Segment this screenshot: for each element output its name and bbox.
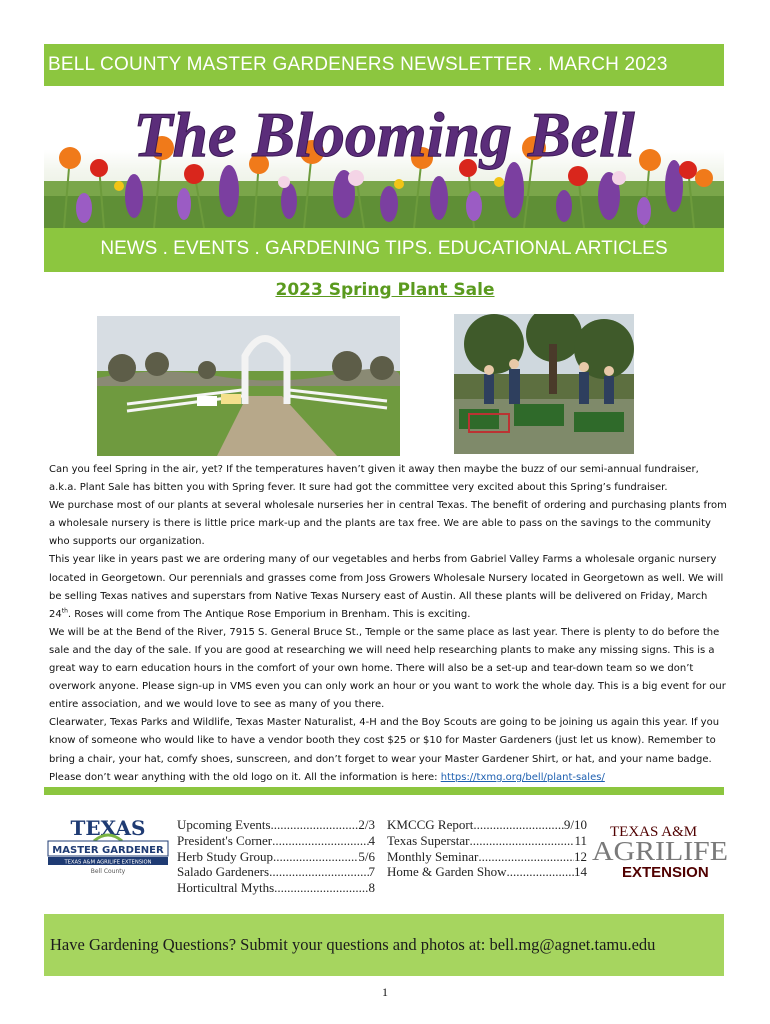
- article-paragraph-text: Clearwater, Texas Parks and Wildlife, Texas Master Naturalist, 4-H and the Boy Scouts are going to be joining us again this year. If you know of someone who would like to have a vendor booth they cost $25 or $10 for Master Gardeners (just let us know). Remember to bring a chair, your hat, comfy shoes, sunscreen, and don’t forget to wear your Master Gardener Shirt, or hat, and your name badge. Please don’t wear anything with the old logo on it. All the information is here:: [49, 717, 720, 783]
- toc-entry[interactable]: [177, 817, 375, 833]
- toc-entry-page: 9/10: [563, 817, 587, 832]
- toc-entry[interactable]: [387, 864, 587, 880]
- toc-entry[interactable]: [177, 833, 375, 849]
- article-paragraph: [49, 551, 729, 623]
- toc-entry-title: President's Corner: [177, 832, 273, 848]
- toc-entry-title: Upcoming Events: [177, 817, 271, 832]
- toc-entry-title: Salado Gardeners: [177, 864, 270, 880]
- plant-sales-link[interactable]: https://txmg.org/bell/plant-sales/: [440, 771, 605, 783]
- masthead-banner: [44, 86, 724, 228]
- article-title: 2023 Spring Plant Sale: [275, 280, 495, 300]
- masthead-flowers-image: [44, 86, 724, 228]
- toc-entry[interactable]: [387, 833, 587, 849]
- article-paragraph-tail: . Roses will come from The Antique Rose Emporium in Brenham. This is exciting.: [67, 608, 471, 620]
- table-of-contents-right: [387, 817, 587, 880]
- masthead-title: The Blooming Bell: [133, 99, 635, 170]
- newsletter-sub-band: [44, 228, 724, 272]
- article-paragraph-text: This year like in years past we are ordering many of our vegetables and herbs from Gabriel Valley Farms a wholesale organic nursery located in Georgetown. Our perennials and grasses come from Joss Growers Wholesale Nursery located in Georgetown as well. We will be selling Texas natives and superstars from Native Texas Nursery east of Austin. All these plants will be delivered on Friday, March 24: [49, 554, 724, 620]
- toc-entry-title: Herb Study Group: [177, 848, 274, 864]
- newsletter-tagline: NEWS . EVENTS . GARDENING TIPS. EDUCATIONAL ARTICLES: [100, 238, 668, 259]
- toc-entry-page: 12: [574, 848, 587, 864]
- date-ordinal: th: [61, 607, 68, 615]
- toc-entry-page: 2/3: [358, 817, 375, 832]
- tmg-logo-extension: TEXAS A&M AGRILIFE EXTENSION: [64, 859, 152, 866]
- toc-entry-title: Texas Superstar: [387, 832, 470, 848]
- toc-entry[interactable]: [177, 849, 375, 865]
- agrilife-logo-line2: AGRILIFE: [592, 836, 728, 866]
- toc-entry-title: Monthly Seminar: [387, 848, 479, 864]
- toc-entry-page: 7: [368, 864, 375, 880]
- gardening-questions-band: [44, 914, 724, 976]
- toc-entry-page: 14: [574, 864, 587, 880]
- newsletter-name: BELL COUNTY MASTER GARDENERS NEWSLETTER . MARCH 2023: [48, 54, 668, 75]
- article-paragraph: [49, 714, 729, 786]
- section-divider: [44, 787, 724, 795]
- table-of-contents-left: [177, 817, 375, 896]
- toc-entry[interactable]: [177, 864, 375, 880]
- agrilife-logo-line3: EXTENSION: [622, 864, 709, 880]
- texas-master-gardener-logo: [46, 815, 170, 875]
- article-paragraph: We purchase most of our plants at several wholesale nurseries her in central Texas. The benefit of ordering and purchasing plants from a wholesale nursery is there is little price mark-up and the plants are tax free. We are able to pass on the savings to the community who supports our organization.: [49, 500, 727, 548]
- tmg-logo-subtitle: MASTER GARDENER: [52, 845, 164, 856]
- toc-entry-page: 8: [368, 880, 375, 896]
- newsletter-top-band: [44, 44, 724, 86]
- plant-sale-crowd-photo: [454, 314, 634, 454]
- page-number: 1: [382, 985, 388, 999]
- toc-entry-page: 5/6: [358, 848, 375, 864]
- toc-entry[interactable]: [177, 880, 375, 896]
- toc-entry-page: 4: [368, 832, 375, 848]
- toc-entry[interactable]: [387, 849, 587, 865]
- article-paragraph: We will be at the Bend of the River, 7915 S. General Bruce St., Temple or the same place as last year. There is plenty to do before the sale and the day of the sale. If you are good at researching we will need help researching plants to make any missing signs. This is a great way to earn education hours in the comfort of your own home. There will also be a set-up and tear-down team so we don’t overwork anyone. Please sign-up in VMS even you can only work an hour or you want to work the whole day. This is a big event for our entire association, and we would love to see as many of you there.: [49, 626, 726, 711]
- toc-entry-title: Home & Garden Show: [387, 864, 507, 880]
- gardening-questions-text: Have Gardening Questions? Submit your questions and photos at: bell.mg@agnet.tamu.edu: [50, 935, 656, 954]
- tmg-logo-title: TEXAS: [70, 816, 146, 840]
- tmg-logo-county: Bell County: [90, 868, 126, 875]
- toc-entry-title: KMCCG Report: [387, 817, 474, 832]
- article-paragraph: Can you feel Spring in the air, yet? If the temperatures haven’t given it away then maybe the buzz of our semi-annual fundraiser, a.k.a. Plant Sale has bitten you with Spring fever. It sure had got the committee very excited about this Spring’s fundraiser.: [49, 464, 699, 494]
- toc-entry[interactable]: [387, 817, 587, 833]
- agrilife-logo-line1: TEXAS A&M: [610, 824, 698, 840]
- plant-sale-gate-photo: [97, 316, 400, 456]
- toc-entry-title: Horticultral Myths: [177, 880, 275, 896]
- article-body: [49, 461, 729, 787]
- texas-am-agrilife-extension-logo: [590, 820, 730, 880]
- toc-entry-page: 11: [574, 832, 587, 848]
